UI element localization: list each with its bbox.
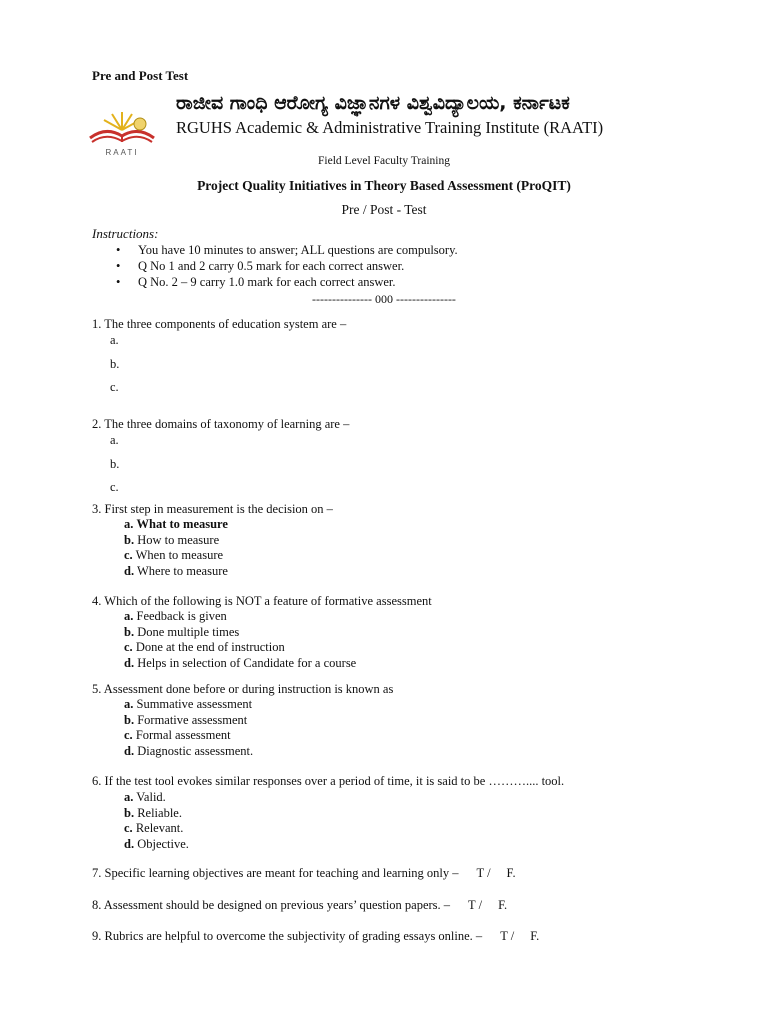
true-option: T / [476, 866, 491, 880]
option-item [124, 548, 228, 564]
options-list [124, 609, 356, 671]
option-text: Helps in selection of Candidate for a course [137, 655, 357, 670]
question-text: 7. Specific learning objectives are meant for teaching and learning only – [92, 866, 459, 880]
question-4: 4. Which of the following is NOT a feature of formative assessment [92, 594, 432, 608]
answer-blank: b. [110, 357, 120, 371]
option-item [124, 609, 356, 625]
options-list [124, 697, 253, 759]
option-text: Objective. [137, 836, 189, 851]
option-text: Done at the end of instruction [135, 640, 285, 654]
logo-book-icon [90, 131, 154, 142]
answer-blank: c. [110, 380, 119, 394]
project-title: Project Quality Initiatives in Theory Based Assessment (ProQIT) [197, 178, 571, 193]
question-1: 1. The three components of education system are – [92, 317, 347, 331]
instructions-list [116, 242, 458, 290]
training-title: Field Level Faculty Training [318, 155, 450, 167]
option-letter: a. [124, 697, 134, 711]
false-option: F. [530, 929, 540, 943]
logo-emblem-icon [134, 118, 146, 130]
question-7 [92, 866, 516, 881]
question-2: 2. The three domains of taxonomy of learning are – [92, 417, 350, 431]
options-list [124, 517, 228, 579]
options-list [124, 790, 189, 852]
true-option: T / [468, 898, 483, 912]
option-letter: a. [124, 517, 134, 531]
instructions-label: Instructions: [92, 226, 159, 241]
false-option: F. [498, 898, 508, 912]
instruction-item: • Q No 1 and 2 carry 0.5 mark for each correct answer. [116, 258, 458, 274]
question-text: 8. Assessment should be designed on previous years’ question papers. – [92, 898, 451, 912]
option-text: What to measure [136, 517, 228, 531]
answer-blank: b. [110, 457, 120, 471]
option-letter: c. [124, 640, 133, 654]
option-letter: a. [124, 609, 134, 623]
question-text: 9. Rubrics are helpful to overcome the subjectivity of grading essays online. – [92, 929, 483, 943]
option-item [124, 713, 253, 729]
question-6: 6. If the test tool evokes similar responses over a period of time, it is said to be ……….... tool. [92, 774, 565, 788]
option-text: When to measure [135, 548, 224, 562]
option-letter: c. [124, 548, 133, 562]
option-item [124, 625, 356, 641]
university-name-kannada: ರಾಜೀವ ಗಾಂಧಿ ಆರೋಗ್ಯ ವಿಜ್ಞಾನಗಳ ವಿಶ್ವವಿದ್ಯಾಲಯ, ಕರ್ನಾಟಕ [176, 92, 570, 114]
option-item [124, 564, 228, 580]
option-item [124, 656, 356, 672]
test-type: Pre / Post - Test [341, 202, 427, 217]
question-3: 3. First step in measurement is the decision on – [92, 502, 333, 516]
option-item [124, 790, 189, 806]
answer-blank: a. [110, 433, 119, 447]
option-item [124, 697, 253, 713]
institute-name: RGUHS Academic & Administrative Training Institute (RAATI) [176, 118, 604, 137]
question-9 [92, 929, 539, 944]
option-letter: d. [124, 563, 135, 578]
option-letter: b. [124, 532, 135, 547]
false-option: F. [506, 866, 516, 880]
option-letter: d. [124, 655, 135, 670]
instruction-item: • Q No. 2 – 9 carry 1.0 mark for each correct answer. [116, 274, 458, 290]
option-text: Summative assessment [136, 697, 253, 711]
option-text: Done multiple times [137, 624, 240, 639]
question-5: 5. Assessment done before or during instruction is known as [92, 682, 394, 696]
option-item [124, 640, 356, 656]
answer-blank: c. [110, 480, 119, 494]
option-text: Valid. [136, 790, 166, 804]
option-item [124, 837, 189, 853]
option-text: Reliable. [137, 805, 182, 820]
option-letter: d. [124, 743, 135, 758]
option-item [124, 728, 253, 744]
separator: --------------- 000 --------------- [312, 292, 456, 306]
option-item [124, 533, 228, 549]
option-text: Formal assessment [135, 728, 231, 742]
option-letter: b. [124, 712, 135, 727]
option-letter: a. [124, 790, 134, 804]
option-letter: c. [124, 821, 133, 835]
logo-text: RAATI [105, 148, 139, 157]
option-item [124, 806, 189, 822]
option-text: Formative assessment [137, 712, 248, 727]
option-text: How to measure [137, 532, 220, 547]
option-text: Where to measure [136, 563, 228, 578]
option-item [124, 744, 253, 760]
option-item [124, 517, 228, 533]
document-label: Pre and Post Test [92, 68, 189, 83]
answer-blank: a. [110, 333, 119, 347]
option-letter: c. [124, 728, 133, 742]
option-item [124, 821, 189, 837]
option-letter: d. [124, 836, 135, 851]
option-letter: b. [124, 805, 135, 820]
true-option: T / [500, 929, 515, 943]
option-text: Diagnostic assessment. [137, 743, 254, 758]
question-8 [92, 898, 507, 913]
option-letter: b. [124, 624, 135, 639]
raati-logo [86, 108, 158, 158]
instruction-item: • You have 10 minutes to answer; ALL questions are compulsory. [116, 242, 458, 258]
option-text: Feedback is given [136, 609, 227, 623]
option-text: Relevant. [135, 821, 184, 835]
